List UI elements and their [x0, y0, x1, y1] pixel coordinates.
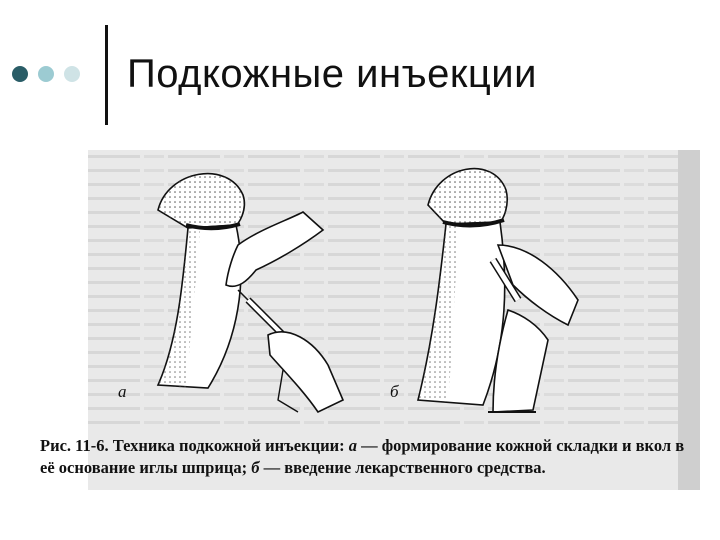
bullet-dot-medium [38, 66, 54, 82]
slide-title: Подкожные инъекции [127, 52, 537, 96]
caption-prefix: Рис. 11-6. Техника подкожной инъекции: [40, 436, 349, 455]
panel-label-a: а [118, 382, 127, 401]
figure-caption [40, 435, 695, 479]
bullet-dot-dark [12, 66, 28, 82]
caption-text-a: — формирование кожной складки и вкол в её основание иглы шприца; [40, 436, 685, 477]
title-bullet-dots [12, 66, 102, 84]
bullet-dot-light [64, 66, 80, 82]
caption-letter-b: б [251, 458, 260, 477]
caption-text-b: — введение лекарственного средства. [259, 458, 546, 477]
panel-label-b: б [390, 382, 399, 401]
title-divider [105, 25, 108, 125]
caption-letter-a: а [348, 436, 357, 455]
